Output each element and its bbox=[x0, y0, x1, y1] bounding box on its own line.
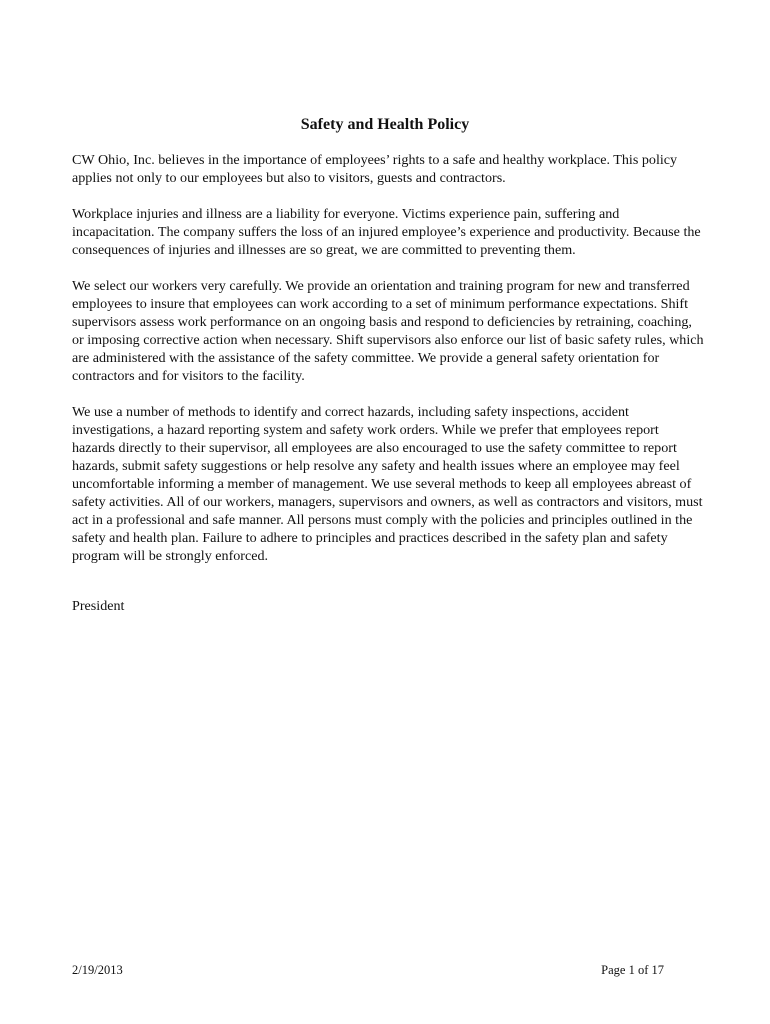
paragraph-hazards: We use a number of methods to identify and correct hazards, including safety inspections, accident investigations, a hazard reporting system and safety work orders. While we prefer that employees report hazards directly to their supervisor, all employees are also encouraged to use the safety committee to report hazards, submit safety suggestions or help resolve any safety and health issues where an employee may feel uncomfortable informing a member of management. We use several methods to keep all employees abreast of safety activities. All of our workers, managers, supervisors and owners, as well as contractors and visitors, must act in a professional and safe manner. All persons must comply with the policies and principles outlined in the safety and health plan. Failure to adhere to principles and practices described in the safety plan and safety program will be strongly enforced. bbox=[72, 404, 703, 564]
footer-date: 2/19/2013 bbox=[72, 963, 123, 977]
document-title: Safety and Health Policy bbox=[300, 116, 470, 133]
paragraph-intro: CW Ohio, Inc. believes in the importance of employees’ rights to a safe and healthy workplace. This policy applies not only to our employees but also to visitors, guests and contractors. bbox=[72, 152, 678, 186]
paragraph-liability: Workplace injuries and illness are a liability for everyone. Victims experience pain, suffering and incapacitation. The company suffers the loss of an injured employee’s experience and productivity. Because the consequences of injuries and illnesses are so great, we are committed to preventing them. bbox=[72, 206, 701, 258]
paragraph-workers: We select our workers very carefully. We provide an orientation and training program for new and transferred employees to insure that employees can work according to a set of minimum performance expectations. Shift supervisors assess work performance on an ongoing basis and respond to deficiencies by retraining, coaching, or imposing corrective action when necessary. Shift supervisors also enforce our list of basic safety rules, which are administered with the assistance of the safety committee. We provide a general safety orientation for contractors and for visitors to the facility. bbox=[72, 278, 704, 384]
document-body bbox=[72, 151, 704, 583]
signature-line: President bbox=[72, 598, 125, 614]
footer-page-number: Page 1 of 17 bbox=[601, 963, 664, 977]
